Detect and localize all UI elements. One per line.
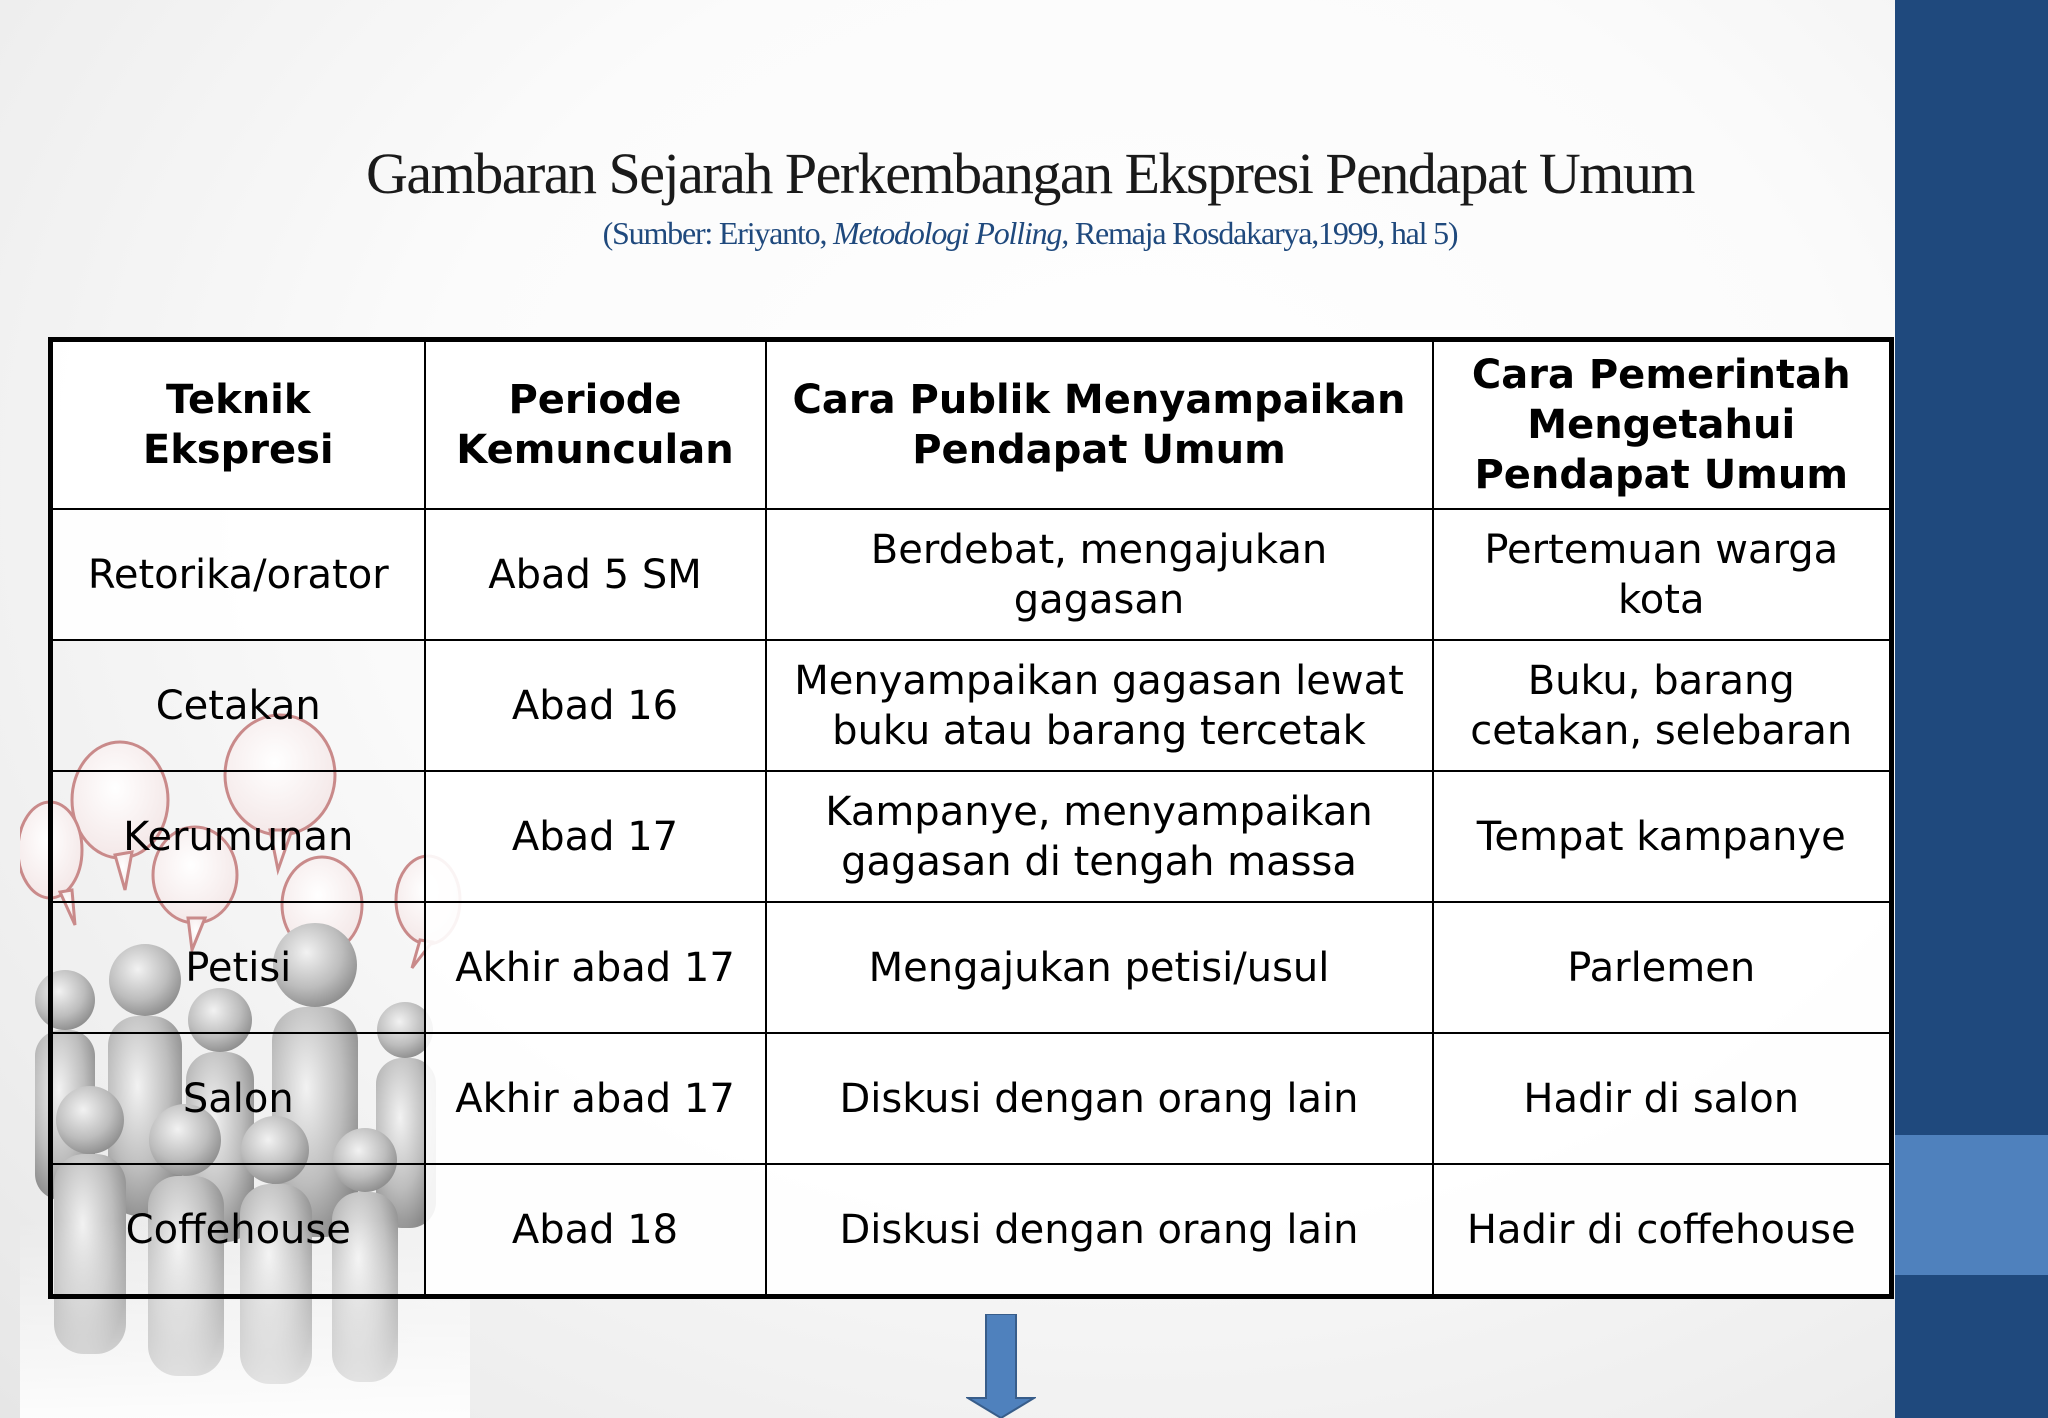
table-row: [51, 509, 1892, 640]
slide-title: Gambaran Sejarah Perkembangan Ekspresi Pendapat Umum: [365, 141, 1695, 206]
cell-cara-pemerintah: Hadir di salon: [1433, 1033, 1892, 1164]
cell-periode: Abad 17: [425, 771, 766, 902]
cell-cara-pemerintah: Hadir di coffehouse: [1433, 1164, 1892, 1297]
cell-periode: Abad 16: [425, 640, 766, 771]
source-prefix: (Sumber: Eriyanto,: [602, 215, 834, 251]
cell-teknik: Kerumunan: [51, 771, 425, 902]
table-row: [51, 1164, 1892, 1297]
history-table: [48, 337, 1894, 1299]
cell-periode: Abad 5 SM: [425, 509, 766, 640]
cell-teknik: Coffehouse: [51, 1164, 425, 1297]
cell-cara-publik: Berdebat, mengajukan gagasan: [766, 509, 1433, 640]
table-row: [51, 1033, 1892, 1164]
cell-teknik: Retorika/orator: [51, 509, 425, 640]
cell-teknik: Cetakan: [51, 640, 425, 771]
table-row: [51, 640, 1892, 771]
source-book-title: Metodologi Polling,: [833, 215, 1069, 251]
cell-cara-publik: Diskusi dengan orang lain: [766, 1033, 1433, 1164]
cell-cara-pemerintah: Tempat kampanye: [1433, 771, 1892, 902]
header-teknik-ekspresi: Teknik Ekspresi: [51, 340, 425, 510]
cell-cara-pemerintah: Pertemuan warga kota: [1433, 509, 1892, 640]
table-row: [51, 902, 1892, 1033]
cell-cara-publik: Menyampaikan gagasan lewat buku atau barang tercetak: [766, 640, 1433, 771]
source-suffix: Remaja Rosdakarya,1999, hal 5): [1068, 215, 1458, 251]
cell-cara-pemerintah: Buku, barang cetakan, selebaran: [1433, 640, 1892, 771]
cell-teknik: Petisi: [51, 902, 425, 1033]
cell-cara-pemerintah: Parlemen: [1433, 902, 1892, 1033]
table-row: [51, 771, 1892, 902]
cell-periode: Abad 18: [425, 1164, 766, 1297]
cell-teknik: Salon: [51, 1033, 425, 1164]
cell-cara-publik: Kampanye, menyampaikan gagasan di tengah massa: [766, 771, 1433, 902]
cell-periode: Akhir abad 17: [425, 1033, 766, 1164]
history-table-container: [48, 337, 1894, 1299]
header-periode-kemunculan: Periode Kemunculan: [425, 340, 766, 510]
sidebar-accent-block: [1895, 1135, 2048, 1275]
table-header-row: [51, 340, 1892, 510]
cell-periode: Akhir abad 17: [425, 902, 766, 1033]
header-cara-pemerintah: Cara Pemerintah Mengetahui Pendapat Umum: [1433, 340, 1892, 510]
cell-cara-publik: Diskusi dengan orang lain: [766, 1164, 1433, 1297]
source-citation: [180, 215, 1880, 252]
arrow-down-icon: [966, 1314, 1036, 1418]
header-cara-publik: Cara Publik Menyampaikan Pendapat Umum: [766, 340, 1433, 510]
cell-cara-publik: Mengajukan petisi/usul: [766, 902, 1433, 1033]
